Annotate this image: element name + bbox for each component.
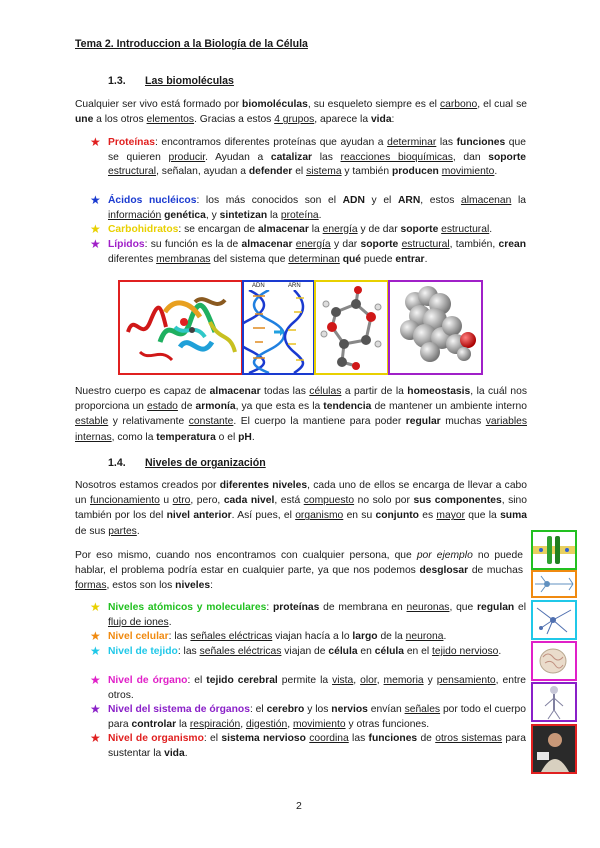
- text-run: : el: [203, 733, 222, 744]
- text-run: estructural: [441, 224, 490, 235]
- section-title-niveles: Niveles de organización: [145, 457, 266, 469]
- text-run: del sistema que: [210, 253, 289, 265]
- text-run: almacenar: [209, 386, 261, 397]
- text-run: en el: [403, 646, 433, 657]
- text-run: Nosotros estamos creados por: [75, 480, 220, 491]
- text-run: organismo: [295, 510, 344, 522]
- text-run: para sustentar la: [108, 733, 526, 759]
- text-run: Ácidos nucléicos: [108, 195, 197, 206]
- text-run: Carbohidratos: [108, 224, 179, 235]
- side-image-neuron: [531, 570, 577, 598]
- text-run: controlar: [131, 718, 177, 730]
- text-run: : las: [177, 646, 200, 657]
- text-run: células: [309, 386, 342, 397]
- section-number-1-4: 1.4.: [108, 457, 126, 469]
- text-run: .: [489, 224, 493, 235]
- text-run: regulan: [477, 602, 515, 613]
- text-run: Nivel de órgano: [108, 675, 188, 686]
- side-image-system: [531, 682, 577, 722]
- text-run: , sino también por los del: [75, 495, 528, 522]
- level-item: [108, 674, 526, 703]
- text-run: .: [318, 209, 322, 221]
- text-run: , ya que esta es la: [235, 401, 324, 413]
- text-run: la: [267, 209, 281, 221]
- intro-paragraph: [75, 97, 527, 127]
- text-run: suma: [500, 510, 527, 522]
- text-run: neurona: [405, 631, 444, 642]
- page-number: 2: [296, 800, 302, 812]
- person-photo-icon: [533, 726, 575, 772]
- text-run: , cada uno de ellos se encarga de llevar a cabo un: [75, 480, 528, 507]
- membrane-protein-icon: [533, 532, 575, 568]
- text-run: Proteínas: [108, 137, 155, 148]
- text-run: almacenar: [241, 239, 293, 250]
- text-run: . Gracias a estos: [194, 114, 275, 126]
- level-item: [108, 732, 526, 761]
- text-run: Nivel celular: [108, 631, 169, 642]
- text-run: pensamiento: [436, 675, 496, 686]
- section-number-1-3: 1.3.: [108, 75, 126, 87]
- text-run: muchas: [440, 416, 486, 428]
- document-title: [75, 38, 308, 50]
- text-run: vida: [164, 747, 185, 759]
- text-run: .: [443, 631, 447, 642]
- text-run: energía: [295, 239, 331, 250]
- star-bullet-icon: ★: [90, 135, 101, 149]
- text-run: no solo por: [354, 495, 414, 507]
- text-run: qué: [342, 253, 362, 265]
- text-run: otro: [172, 495, 191, 507]
- text-run: desglosar: [419, 565, 469, 577]
- text-run: a partir de la: [341, 386, 408, 397]
- glucose-molecule-icon: [316, 282, 387, 373]
- text-run: soporte: [360, 239, 399, 250]
- carbohydrate-image: [314, 280, 389, 375]
- level-item: [108, 703, 526, 732]
- text-run: ARN: [397, 195, 421, 206]
- text-run: información: [108, 209, 162, 221]
- level-item: [108, 601, 526, 630]
- text-run: . Ayudan a: [205, 151, 271, 163]
- text-run: movimiento: [292, 718, 346, 730]
- neuron-icon: [533, 572, 575, 596]
- text-run: ,: [353, 675, 361, 686]
- text-run: estado: [146, 401, 178, 413]
- biomolecule-item: [108, 194, 526, 223]
- text-run: de mantener un ambiente interno: [371, 401, 527, 413]
- text-run: armonía: [195, 401, 236, 413]
- text-run: vida: [370, 114, 392, 126]
- text-run: de: [417, 733, 436, 744]
- text-run: la: [308, 224, 323, 235]
- nerve-tissue-icon: [533, 602, 575, 638]
- text-run: . Así pues, el: [231, 510, 296, 522]
- star-bullet-icon: ★: [90, 702, 101, 716]
- text-run: por ejemplo: [416, 550, 473, 561]
- text-run: : encontramos diferentes proteínas que ayudan a: [154, 137, 388, 148]
- star-bullet-icon: ★: [90, 193, 101, 207]
- dna-rna-image: [242, 280, 315, 375]
- text-run: Por eso mismo, cuando nos encontramos con cualquier persona, que: [75, 550, 417, 561]
- label-adn: ADN: [252, 283, 265, 289]
- text-run: es: [418, 510, 437, 522]
- text-run: entrar: [395, 253, 425, 265]
- text-run: el: [292, 166, 307, 178]
- text-run: proteína: [280, 209, 319, 221]
- lipid-spacefill-icon: [390, 282, 481, 373]
- star-bullet-icon: ★: [90, 731, 101, 745]
- side-image-membrane: [531, 530, 577, 570]
- text-run: ,: [376, 675, 384, 686]
- text-run: nivel anterior: [166, 510, 232, 522]
- text-run: , está: [274, 495, 304, 507]
- text-run: célula: [374, 646, 404, 657]
- text-run: de la: [377, 631, 406, 642]
- text-run: : el: [249, 704, 267, 715]
- biomolecule-item: [108, 238, 526, 267]
- text-run: funciones: [456, 137, 506, 148]
- text-run: memoria: [383, 675, 424, 686]
- star-bullet-icon: ★: [90, 629, 101, 643]
- text-run: , como la: [111, 431, 157, 443]
- text-run: las: [436, 137, 457, 148]
- text-run: , su esqueleto siempre es el: [307, 99, 440, 110]
- nervous-system-icon: [533, 684, 575, 720]
- text-run: u: [159, 495, 173, 507]
- text-run: genética: [164, 209, 206, 221]
- text-run: une: [75, 114, 94, 126]
- star-bullet-icon: ★: [90, 237, 101, 251]
- text-run: Nivel de organismo: [108, 733, 204, 744]
- text-run: ADN: [342, 195, 365, 206]
- text-run: y de dar: [357, 224, 401, 235]
- text-run: todas las: [260, 386, 310, 397]
- text-run: homeostasis: [407, 386, 471, 397]
- text-run: Lípidos: [108, 239, 145, 250]
- text-run: :: [266, 602, 273, 613]
- biomolecule-item: [108, 223, 526, 238]
- side-image-organ: [531, 641, 577, 681]
- text-run: sintetizan: [219, 209, 268, 221]
- text-run: : se encargan de: [178, 224, 258, 235]
- text-run: Nivel de tejido: [108, 646, 178, 657]
- text-run: , aparece la: [314, 114, 371, 126]
- text-run: en: [357, 646, 375, 657]
- text-run: respiración: [189, 718, 241, 730]
- text-run: reacciones bioquímicas: [340, 151, 453, 163]
- text-run: y dar: [330, 239, 361, 250]
- text-run: de sus: [75, 525, 109, 537]
- text-run: .: [184, 747, 188, 759]
- text-run: tejido nervioso: [432, 646, 499, 657]
- protein-ribbon-icon: [120, 282, 241, 373]
- star-bullet-icon: ★: [90, 673, 101, 687]
- text-run: ,: [287, 718, 293, 730]
- text-run: mayor: [436, 510, 466, 522]
- text-run: a los otros: [93, 114, 147, 126]
- text-run: elementos: [146, 114, 195, 126]
- text-run: : el: [187, 675, 207, 686]
- text-run: célula: [328, 646, 358, 657]
- text-run: las: [348, 733, 369, 744]
- star-bullet-icon: ★: [90, 600, 101, 614]
- protein-image: [118, 280, 243, 375]
- text-run: envían: [367, 704, 405, 715]
- text-run: sistema: [306, 166, 342, 178]
- text-run: estructural: [401, 239, 450, 250]
- text-run: catalizar: [270, 151, 313, 163]
- text-run: Nuestro cuerpo es capaz de: [75, 386, 210, 397]
- text-run: .: [498, 646, 502, 657]
- text-run: señales eléctricas: [199, 646, 282, 657]
- text-run: y los: [304, 704, 332, 715]
- text-run: por todo el cuerpo para: [108, 704, 526, 730]
- level-item: [108, 630, 526, 645]
- text-run: .: [494, 166, 498, 178]
- text-run: producen: [391, 166, 439, 178]
- text-run: la: [176, 718, 190, 730]
- text-run: , también,: [449, 239, 499, 250]
- text-run: movimiento: [441, 166, 495, 178]
- homeostasis-paragraph: [75, 384, 527, 445]
- text-run: regular: [405, 416, 441, 428]
- side-image-organism: [531, 724, 577, 774]
- text-run: estable: [75, 416, 109, 428]
- text-run: niveles: [175, 580, 211, 592]
- text-run: cerebro: [266, 704, 305, 715]
- text-run: de: [177, 401, 196, 413]
- text-run: y otras funciones.: [345, 718, 430, 730]
- double-helix-icon: [244, 290, 313, 373]
- text-run: , el cual se: [477, 99, 527, 110]
- text-run: : su función es la de: [144, 239, 242, 250]
- text-run: de muchas: [468, 565, 523, 577]
- text-run: .: [251, 431, 255, 443]
- text-run: viajan de: [281, 646, 329, 657]
- levels-intro2-paragraph: [75, 548, 523, 594]
- text-run: Nivel del sistema de órganos: [108, 704, 250, 715]
- text-run: formas: [75, 580, 107, 592]
- side-image-tissue: [531, 600, 577, 640]
- text-run: compuesto: [303, 495, 355, 507]
- text-run: señales eléctricas: [190, 631, 273, 642]
- text-run: largo: [352, 631, 378, 642]
- text-run: olor: [360, 675, 377, 686]
- text-run: flujo de iones: [108, 616, 169, 628]
- text-run: el: [514, 602, 526, 613]
- text-run: temperatura: [156, 431, 216, 443]
- text-run: :: [391, 114, 395, 126]
- text-run: pH: [238, 431, 252, 443]
- text-run: determinar: [387, 137, 437, 148]
- text-run: , dan: [452, 151, 489, 163]
- level-item: [108, 645, 526, 660]
- text-run: crean: [498, 239, 527, 250]
- text-run: , la cuál nos proporciona un: [75, 386, 527, 413]
- text-run: constante: [188, 416, 234, 428]
- text-run: digestión: [245, 718, 288, 730]
- text-run: sistema nervioso: [221, 733, 306, 744]
- text-run: .: [168, 616, 172, 628]
- text-run: , estos son los: [106, 580, 176, 592]
- text-run: partes: [108, 525, 137, 537]
- text-run: vista: [332, 675, 354, 686]
- text-run: funcionamiento: [90, 495, 160, 507]
- text-run: , señalan, ayudan a: [156, 166, 249, 178]
- text-run: determinan: [288, 253, 340, 265]
- text-run: soporte: [400, 224, 439, 235]
- text-run: tendencia: [323, 401, 372, 413]
- text-run: soporte: [488, 151, 526, 163]
- text-run: y el: [364, 195, 398, 206]
- text-run: producir: [168, 151, 206, 163]
- text-run: , entre otros.: [108, 675, 526, 701]
- text-run: defender: [248, 166, 293, 178]
- text-run: proteínas: [273, 602, 320, 613]
- text-run: conjunto: [375, 510, 419, 522]
- text-run: en su: [343, 510, 376, 522]
- text-run: otros sistemas: [435, 733, 503, 744]
- text-run: 4 grupos: [274, 114, 315, 126]
- text-run: permite la: [277, 675, 333, 686]
- text-run: neuronas: [406, 602, 450, 613]
- label-arn: ARN: [288, 283, 301, 289]
- brain-head-icon: [533, 643, 575, 679]
- text-run: que la: [465, 510, 501, 522]
- text-run: coordina: [309, 733, 349, 744]
- text-run: viajan hacía a lo: [272, 631, 353, 642]
- text-run: funciones: [368, 733, 418, 744]
- text-run: carbono: [440, 99, 478, 110]
- text-run: de membrana en: [319, 602, 407, 613]
- text-run: .: [424, 253, 428, 265]
- text-run: que se quieren: [108, 137, 526, 163]
- text-run: , y: [205, 209, 220, 221]
- text-run: o el: [215, 431, 239, 443]
- text-run: y: [423, 675, 437, 686]
- text-run: Niveles atómicos y moleculares: [108, 602, 267, 613]
- text-run: membranas: [156, 253, 211, 265]
- text-run: biomoléculas: [242, 99, 308, 110]
- text-run: : los más conocidos son el: [196, 195, 343, 206]
- text-run: las: [312, 151, 341, 163]
- text-run: diferentes niveles: [219, 480, 308, 491]
- text-run: y también: [341, 166, 392, 178]
- text-run: .: [136, 525, 140, 537]
- text-run: , pero,: [190, 495, 224, 507]
- text-run: la: [511, 195, 526, 206]
- text-run: :: [210, 580, 213, 592]
- text-run: no puede hablar, el problema podría estar en cualquier parte, ya que nos podemos: [75, 550, 523, 577]
- biomolecule-item: [108, 136, 526, 180]
- section-title-biomoleculas: Las biomoléculas: [145, 75, 234, 87]
- text-run: almacenar: [257, 224, 309, 235]
- text-run: señales: [404, 704, 441, 715]
- text-run: , que: [449, 602, 478, 613]
- text-run: estructural: [108, 166, 157, 178]
- document-title-text: Tema 2. Introduccion a la Biología de la Célula: [75, 38, 308, 50]
- text-run: nervios: [331, 704, 368, 715]
- lipid-image: [388, 280, 483, 375]
- text-run: diferentes: [108, 253, 157, 265]
- text-run: y relativamente: [108, 416, 189, 428]
- text-run: tejido cerebral: [206, 675, 278, 686]
- levels-intro-paragraph: [75, 478, 527, 539]
- text-run: Cualquier ser vivo está formado por: [75, 99, 243, 110]
- text-run: variables internas: [75, 416, 527, 443]
- text-run: : las: [168, 631, 191, 642]
- text-run: , estos: [420, 195, 461, 206]
- text-run: almacenan: [460, 195, 512, 206]
- text-run: cada nivel: [223, 495, 275, 507]
- star-bullet-icon: ★: [90, 222, 101, 236]
- text-run: . El cuerpo la mantiene para poder: [233, 416, 406, 428]
- text-run: ,: [240, 718, 246, 730]
- star-bullet-icon: ★: [90, 644, 101, 658]
- text-run: puede: [361, 253, 396, 265]
- text-run: energía: [322, 224, 358, 235]
- text-run: sus componentes: [413, 495, 502, 507]
